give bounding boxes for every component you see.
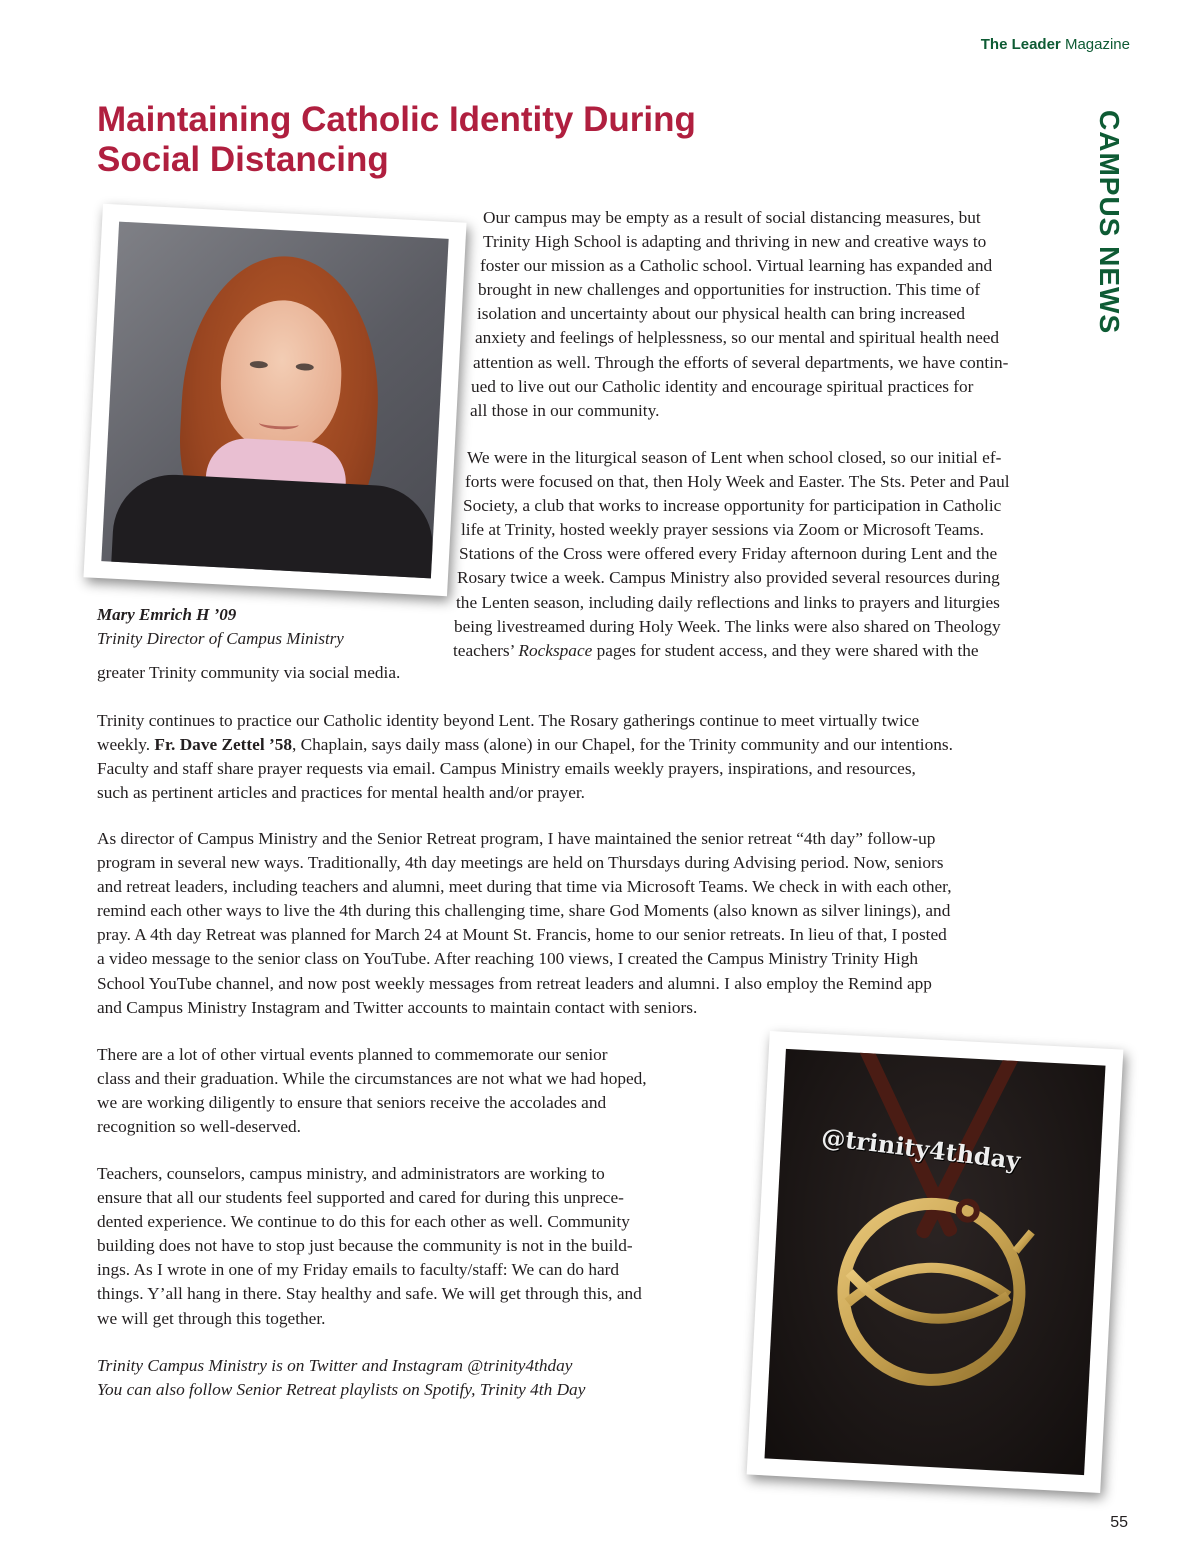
text-line: Faculty and staff share prayer requests via email. Campus Ministry emails weekly prayers, inspirations, and resources, <box>97 759 916 779</box>
text-line: As director of Campus Ministry and the Senior Retreat program, I have maintained the senior retreat “4th day” follow-up <box>97 829 936 848</box>
text-line: forts were focused on that, then Holy Week and Easter. The Sts. Peter and Paul <box>465 472 1010 492</box>
text-line: greater Trinity community via social media. <box>97 663 401 682</box>
text-line: building does not have to stop just because the community is not in the build- <box>97 1236 633 1256</box>
text-run: , Chaplain, says daily mass (alone) in our Chapel, for the Trinity community and our intentions. <box>292 735 953 755</box>
text-line: dented experience. We continue to do this for each other as well. Community <box>97 1212 630 1232</box>
text-line: the Lenten season, including daily reflections and links to prayers and liturgies <box>456 592 1000 612</box>
text-line: life at Trinity, hosted weekly prayer sessions via Zoom or Microsoft Teams. <box>461 520 984 540</box>
text-line: attention as well. Through the efforts of several departments, we have contin- <box>473 352 1009 372</box>
portrait-jacket <box>110 472 436 579</box>
rockspace-title: Rockspace <box>518 640 593 660</box>
title-line: Social Distancing <box>97 140 389 179</box>
magazine-brand: The Leader <box>980 36 1061 53</box>
text-line: class and their graduation. While the circumstances are not what we had hoped, <box>97 1069 647 1089</box>
title-line: Maintaining Catholic Identity During <box>97 100 696 139</box>
text-line: Our campus may be empty as a result of social distancing measures, but <box>483 208 981 227</box>
caption-role: Trinity Director of Campus Ministry <box>97 629 344 648</box>
social-follow-note <box>97 1354 737 1402</box>
text-line: Trinity continues to practice our Catholic identity beyond Lent. The Rosary gatherings continue to meet virtually twice <box>97 711 920 730</box>
community-paragraph <box>97 1162 722 1331</box>
text-line: ings. As I wrote in one of my Friday emails to faculty/staff: We can do hard <box>97 1260 620 1280</box>
text-line: a video message to the senior class on YouTube. After reaching 100 views, I created the Campus Ministry Trinity High <box>97 949 919 969</box>
intro-paragraph <box>470 206 1070 423</box>
text-line: all those in our community. <box>470 400 660 420</box>
text-line: we are working diligently to ensure that seniors receive the accolades and <box>97 1093 607 1113</box>
text-line: School YouTube channel, and now post weekly messages from retreat leaders and alumni. I also employ the Remind app <box>97 973 932 993</box>
text-line: isolation and uncertainty about our physical health can bring increased <box>477 304 966 324</box>
medal-photo-frame <box>747 1031 1124 1493</box>
text-line: ued to live out our Catholic identity and encourage spiritual practices for <box>471 376 974 396</box>
article-title <box>97 100 857 180</box>
text-line: You can also follow Senior Retreat playlists on Spotify, Trinity 4th Day <box>97 1380 586 1400</box>
portrait-eye <box>296 363 314 371</box>
text-line: Trinity High School is adapting and thriving in new and creative ways to <box>483 232 987 252</box>
text-line: and retreat leaders, including teachers and alumni, meet during that time via Microsoft Teams. We check in with each other, <box>97 877 952 897</box>
text-line: pray. A 4th day Retreat was planned for March 24 at Mount St. Francis, home to our senior retreats. In lieu of that, I posted <box>97 925 947 945</box>
text-line: foster our mission as a Catholic school. Virtual learning has expanded and <box>480 256 993 276</box>
text-line: There are a lot of other virtual events planned to commemorate our senior <box>97 1045 608 1064</box>
page-number: 55 <box>1110 1514 1128 1531</box>
text-line: things. Y’all hang in there. Stay healthy and safe. We will get through this, and <box>97 1284 642 1304</box>
text-line: Society, a club that works to increase opportunity for participation in Catholic <box>463 496 1002 516</box>
graduation-paragraph <box>97 1043 737 1139</box>
text-line: program in several new ways. Traditionally, 4th day meetings are held on Thursdays during Advising period. Now, seniors <box>97 853 944 873</box>
magazine-suffix: Magazine <box>1064 36 1130 53</box>
portrait-eye <box>250 361 268 369</box>
text-line: Rosary twice a week. Campus Ministry also provided several resources during <box>457 568 1000 588</box>
portrait-mouth <box>259 417 300 430</box>
text-run: weekly. <box>97 735 155 755</box>
chaplain-name: Fr. Dave Zettel ’58 <box>154 735 292 755</box>
medal-handle-text: @trinity4thday <box>819 1122 1022 1176</box>
text-line: Trinity Campus Ministry is on Twitter and Instagram @trinity4thday <box>97 1356 573 1375</box>
text-line: anxiety and feelings of helplessness, so our mental and spiritual health need <box>475 328 1000 348</box>
text-line: and Campus Ministry Instagram and Twitter accounts to maintain contact with seniors. <box>97 997 698 1017</box>
text-line: remind each other ways to live the 4th during this challenging time, share God Moments (also known as silver linings), and <box>97 901 951 921</box>
beyond-lent-paragraph <box>97 709 1082 805</box>
text-line <box>453 639 1085 663</box>
lent-paragraph-continuation <box>97 661 1097 685</box>
text-line: Teachers, counselors, campus ministry, and administrators are working to <box>97 1164 605 1183</box>
section-tab-label: CAMPUS NEWS <box>1094 110 1125 335</box>
senior-retreat-paragraph <box>97 827 1087 1020</box>
text-line: such as pertinent articles and practices for mental health and/or prayer. <box>97 783 585 803</box>
text-run: pages for student access, and they were shared with the <box>592 640 979 660</box>
lent-paragraph <box>453 446 1085 663</box>
medal-photo <box>764 1049 1105 1475</box>
photo-caption <box>97 603 344 651</box>
section-tab <box>1085 110 1135 350</box>
running-header <box>981 36 1130 53</box>
text-line: Stations of the Cross were offered every Friday afternoon during Lent and the <box>459 544 998 564</box>
text-line: being livestreamed during Holy Week. The links were also shared on Theology <box>454 616 1001 636</box>
text-line: ensure that all our students feel supported and cared for during this unprece- <box>97 1188 624 1208</box>
ichthys-medal-icon <box>799 1180 1069 1393</box>
text-line: we will get through this together. <box>97 1308 326 1328</box>
portrait-photo <box>101 222 448 579</box>
text-line: We were in the liturgical season of Lent when school closed, so our initial ef- <box>467 448 1002 467</box>
caption-name: Mary Emrich H ’09 <box>97 605 237 624</box>
text-line: brought in new challenges and opportunities for instruction. This time of <box>478 280 981 300</box>
text-line: recognition so well-deserved. <box>97 1117 301 1137</box>
portrait-photo-frame <box>83 204 466 597</box>
text-run: teachers’ <box>453 640 519 660</box>
text-line <box>97 733 1082 757</box>
